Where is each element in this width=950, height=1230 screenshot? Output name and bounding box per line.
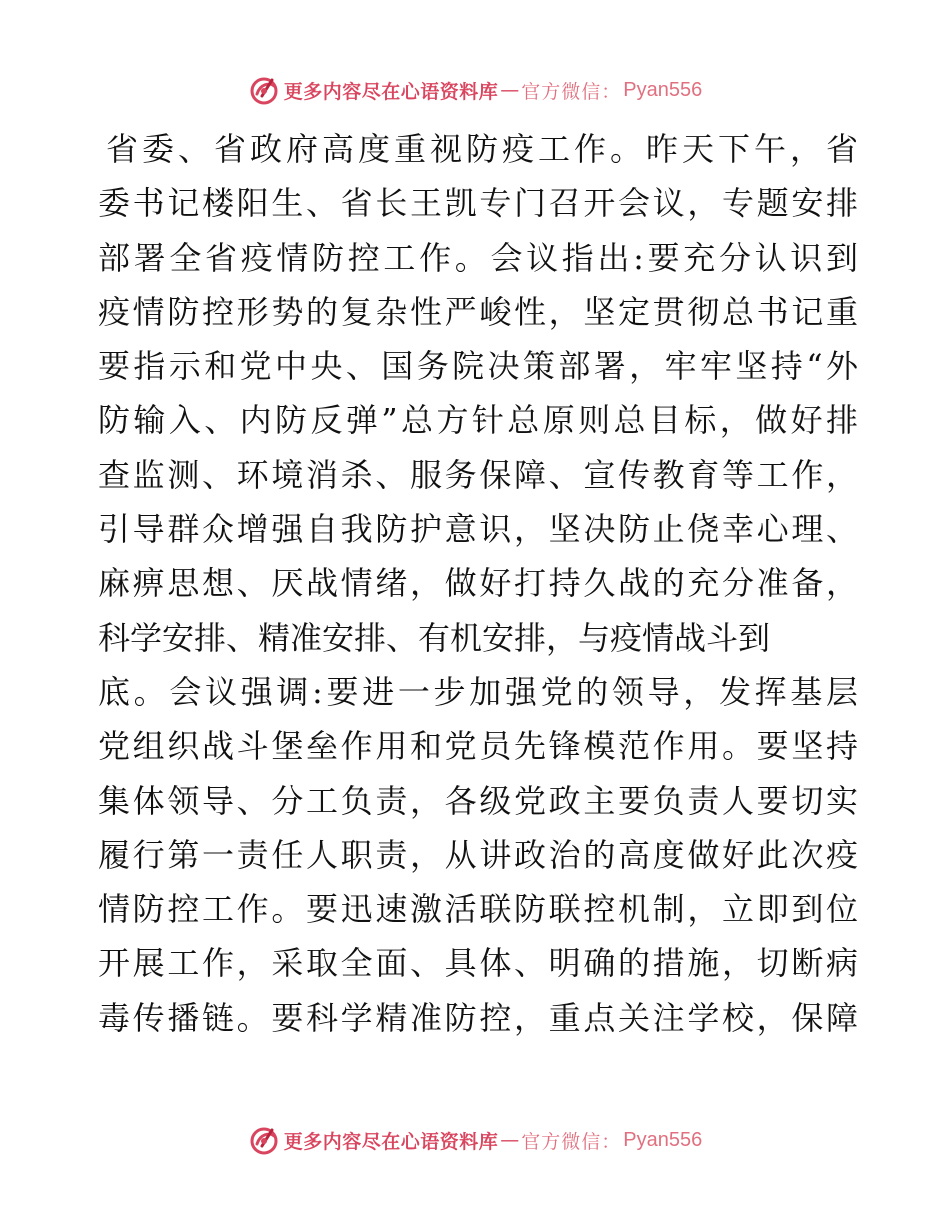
body-line: 引导群众增强自我防护意识，坚决防止侥幸心理、 bbox=[98, 510, 858, 549]
watermark-dash: — bbox=[500, 1129, 520, 1151]
watermark-header bbox=[0, 72, 950, 108]
body-line: 情防控工作。要迅速激活联防联控机制，立即到位 bbox=[98, 890, 858, 929]
body-line: 履行第一责任人职责，从讲政治的高度做好此次疫 bbox=[98, 835, 858, 874]
body-line: 委书记楼阳生、省长王凯专门召开会议，专题安排 bbox=[98, 184, 858, 223]
body-line: 要指示和党中央、国务院决策部署，牢牢坚持“外 bbox=[98, 347, 858, 386]
body-line: 底。会议强调:要进一步加强党的领导，发挥基层 bbox=[98, 672, 858, 711]
watermark-wechat-id: Pyan556 bbox=[623, 78, 703, 101]
body-line: 集体领导、分工负责，各级党政主要负责人要切实 bbox=[98, 781, 858, 820]
body-line: 麻痹思想、厌战情绪，做好打持久战的充分准备， bbox=[98, 564, 858, 603]
body-line: 开展工作，采取全面、具体、明确的措施，切断病 bbox=[98, 944, 858, 983]
body-line: 科学安排、精准安排、有机安排，与疫情战斗到 bbox=[98, 618, 771, 657]
watermark-wechat-id: Pyan556 bbox=[623, 1128, 703, 1151]
body-line: 部署全省疫情防控工作。会议指出:要充分认识到 bbox=[98, 238, 858, 277]
watermark-official-label: 官方微信： bbox=[521, 80, 622, 103]
body-line: 党组织战斗堡垒作用和党员先锋模范作用。要坚持 bbox=[98, 727, 858, 766]
watermark-dash: — bbox=[500, 79, 520, 101]
watermark-site-name: 更多内容尽在心语资料库 bbox=[283, 80, 499, 103]
watermark-site-name: 更多内容尽在心语资料库 bbox=[283, 1130, 499, 1153]
document-body bbox=[98, 122, 858, 1045]
watermark-footer bbox=[0, 1122, 950, 1158]
watermark-official-label: 官方微信： bbox=[521, 1130, 622, 1153]
body-line: 防输入、内防反弹”总方针总原则总目标，做好排 bbox=[98, 401, 858, 440]
red-swirl-logo-icon bbox=[248, 74, 280, 106]
body-line: 毒传播链。要科学精准防控，重点关注学校，保障 bbox=[98, 998, 858, 1037]
body-line: 疫情防控形势的复杂性严峻性，坚定贯彻总书记重 bbox=[98, 292, 858, 331]
body-line: 查监测、环境消杀、服务保障、宣传教育等工作， bbox=[98, 455, 858, 494]
body-line: 省委、省政府高度重视防疫工作。昨天下午，省 bbox=[106, 130, 858, 168]
red-swirl-logo-icon bbox=[248, 1124, 280, 1156]
